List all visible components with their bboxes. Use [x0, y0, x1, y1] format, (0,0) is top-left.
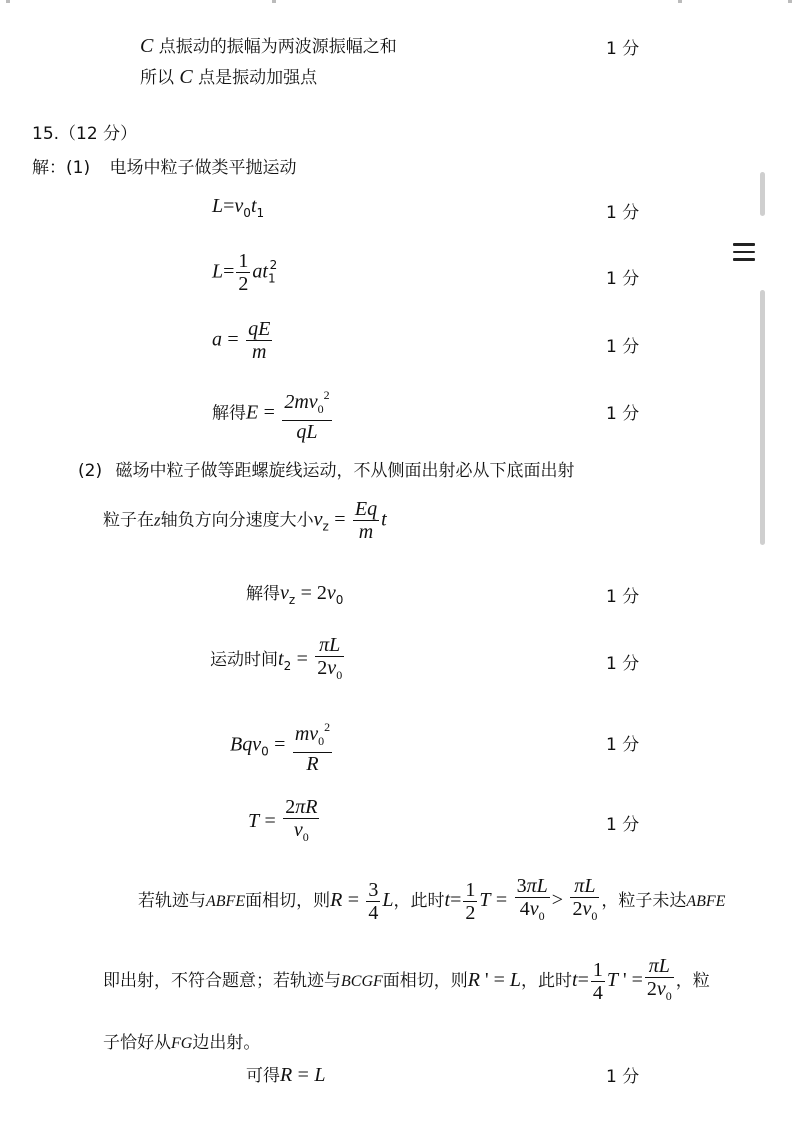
- score: 1 分: [606, 269, 640, 289]
- equation-vz-result: 解得$v_z = 2v_0$: [246, 582, 344, 607]
- case-3-line: 子恰好从FG边出射。: [103, 1033, 261, 1053]
- case-1-line: 若轨迹与ABFE面相切，则R = $\frac{3}{4}$ L，此时t= $\frac{1}{2}$ T = $\frac{3\pi L}{4v_0}$ > $\frac{\pi L}{2v_0}$ ，粒子未达ABFE: [138, 875, 726, 924]
- part-label: (2): [78, 461, 103, 481]
- var-c: C: [179, 66, 193, 88]
- var-c: C: [140, 35, 154, 57]
- score: 1 分: [606, 1067, 640, 1087]
- equation-lorentz-force: Bqv$_0$ = $\frac{mv_0^2}{R}$: [230, 716, 334, 775]
- score: 1 分: [606, 815, 640, 835]
- page-edge-mark: [788, 0, 792, 3]
- equation-radius-result: 可得R = L: [246, 1064, 326, 1086]
- equation-l-half-at2: L= $\frac{1}{2}$ $at_1^2$: [212, 250, 278, 295]
- score: 1 分: [606, 587, 640, 607]
- page-edge-mark: [272, 0, 276, 3]
- equation-l-v0t1: $L=v_0t_1$: [212, 195, 265, 220]
- scrollbar-track-segment[interactable]: [760, 172, 765, 216]
- equation-time-t2: 运动时间$t_2$ = $\frac{\pi L}{2v_0}$: [210, 634, 343, 682]
- equation-acceleration: a = $\frac{qE}{m}$: [212, 318, 271, 363]
- page-edge-mark: [678, 0, 682, 3]
- case-2-line: 即出射，不符合题意；若轨迹与BCGF面相切，则R ' = L，此时t= $\frac{1}{4}$ T ' = $\frac{\pi L}{2v_0}$ ，粒: [103, 955, 710, 1004]
- scrollbar-thumb[interactable]: [760, 290, 765, 545]
- score: 1 分: [606, 39, 640, 59]
- page-edge-mark: [6, 0, 10, 3]
- prev-line-2: 所以 C 点是振动加强点: [140, 66, 318, 88]
- prev-line-1-text: 点振动的振幅为两波源振幅之和: [158, 37, 397, 57]
- part-text: 磁场中粒子做等距螺旋线运动，不从侧面出射必从下底面出射: [115, 461, 575, 481]
- prev-line-1: [140, 32, 397, 58]
- equation-field-e: 解得E = $\frac{2mv_0^2}{qL}$: [212, 384, 334, 443]
- score: 1 分: [606, 404, 640, 424]
- score: 1 分: [606, 337, 640, 357]
- score: 1 分: [606, 654, 640, 674]
- score: 1 分: [606, 735, 640, 755]
- part-text: 电场中粒子做类平抛运动: [109, 158, 297, 178]
- score: 1 分: [606, 203, 640, 223]
- part-2-intro: [78, 456, 575, 481]
- equation-vz-expression: 粒子在z轴负方向分速度大小$v_z$ = $\frac{Eq}{m}$ t: [103, 498, 387, 543]
- question-header: 15.（12 分）: [32, 124, 138, 144]
- part-label: 解：(1): [32, 158, 91, 178]
- hamburger-menu-icon[interactable]: [733, 243, 755, 261]
- part-1-intro: [32, 153, 297, 178]
- equation-period: T = $\frac{2\pi R}{v_0}$: [248, 796, 318, 844]
